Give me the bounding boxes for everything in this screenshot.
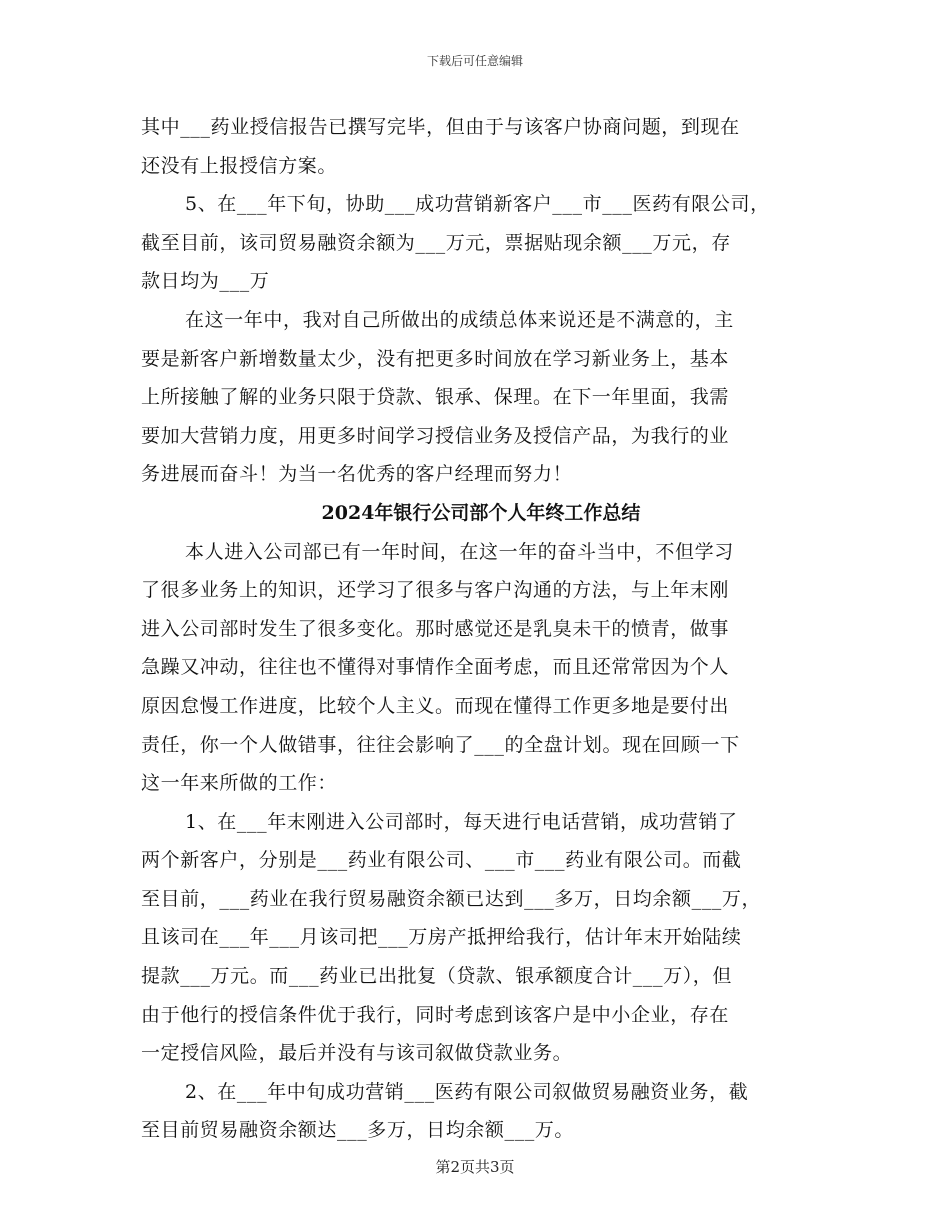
text-line: 两个新客户，分别是___药业有限公司、___市___药业有限公司。而截 [141, 849, 742, 872]
text-line: 进入公司部时发生了很多变化。那时感觉还是乳臭未干的愤青，做事 [141, 617, 730, 640]
text-line: 至目前贸易融资余额达___多万，日均余额___万。 [141, 1119, 575, 1142]
text-line: 务进展而奋斗！为当一名优秀的客户经理而努力！ [141, 463, 573, 486]
paragraph-block-1 [141, 108, 821, 494]
document-body [141, 108, 821, 1150]
text-line: 截至目前，该司贸易融资余额为___万元，票据贴现余额___万元，存 [141, 231, 731, 254]
text-line: 上所接触了解的业务只限于贷款、银承、保理。在下一年里面，我需 [141, 386, 730, 409]
text-line: 本人进入公司部已有一年时间，在这一年的奋斗当中，不但学习 [185, 540, 734, 563]
text-line: 还没有上报授信方案。 [141, 154, 338, 177]
text-line: 至目前，___药业在我行贸易融资余额已达到___多万，日均余额___万， [141, 887, 762, 910]
text-line: 这一年来所做的工作： [141, 772, 338, 795]
text-line: 其中___药业授信报告已撰写完毕，但由于与该客户协商问题，到现在 [141, 116, 740, 138]
text-line: 5、在___年下旬，协助___成功营销新客户___市___医药有限公司， [185, 193, 770, 216]
text-line: 提款___万元。而___药业已出批复（贷款、银承额度合计___万），但 [141, 965, 733, 988]
text-line: 且该司在___年___月该司把___万房产抵押给我行，估计年末开始陆续 [141, 926, 742, 949]
text-line: 1、在___年末刚进入公司部时，每天进行电话营销，成功营销了 [185, 810, 738, 833]
text-line: 责任，你一个人做错事，往往会影响了___的全盘计划。现在回顾一下 [141, 733, 740, 756]
text-line: 2、在___年中旬成功营销___医药有限公司叙做贸易融资业务，截 [185, 1080, 749, 1103]
text-line: 要加大营销力度，用更多时间学习授信业务及授信产品，为我行的业 [141, 424, 730, 447]
text-line: 急躁又冲动，往往也不懂得对事情作全面考虑，而且还常常因为个人 [141, 656, 730, 679]
text-line: 款日均为___万 [141, 270, 270, 293]
page-footer: 第2页共3页 [435, 1158, 515, 1176]
page-header: 下载后可任意编辑 [426, 54, 523, 68]
text-line: 一定授信风险，最后并没有与该司叙做贷款业务。 [141, 1042, 573, 1065]
document-title: 2024年银行公司部个人年终工作总结 [321, 501, 641, 524]
text-line: 原因怠慢工作进度，比较个人主义。而现在懂得工作更多地是要付出 [141, 694, 730, 717]
text-line: 了很多业务上的知识，还学习了很多与客户沟通的方法，与上年末刚 [141, 579, 730, 602]
text-line: 在这一年中，我对自己所做出的成绩总体来说还是不满意的，主 [185, 308, 734, 331]
text-line: 由于他行的授信条件优于我行，同时考虑到该客户是中小企业，存在 [141, 1003, 730, 1026]
paragraph-block-2 [141, 533, 821, 1151]
text-line: 要是新客户新增数量太少，没有把更多时间放在学习新业务上，基本 [141, 347, 730, 370]
